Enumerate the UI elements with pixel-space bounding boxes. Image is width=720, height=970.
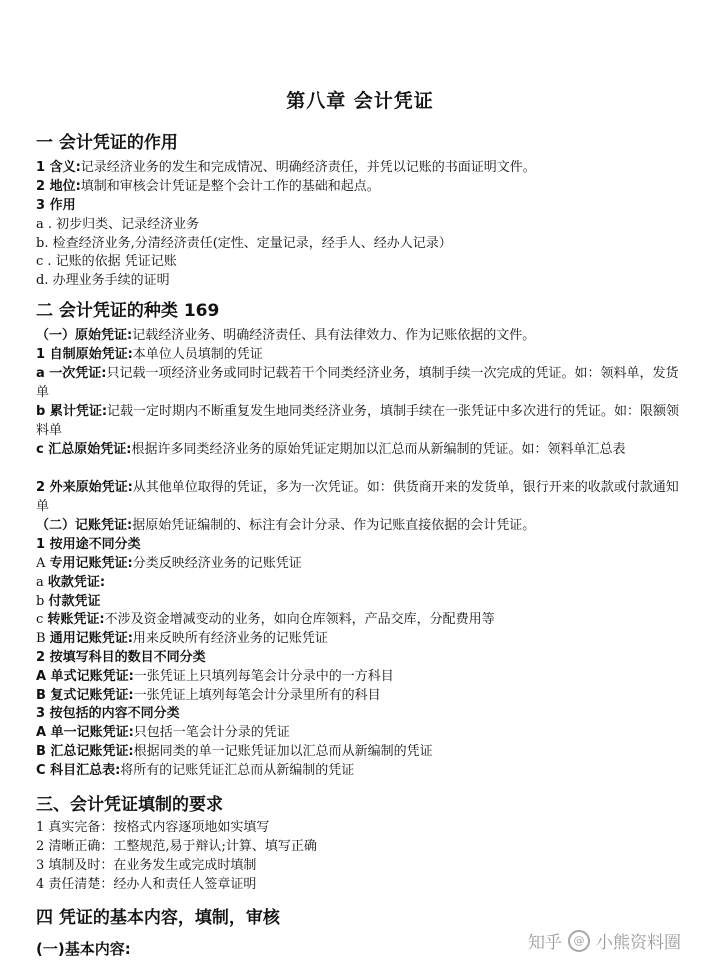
s2-p1-text: 记载经济业务、明确经济责任、具有法律效力、作为记账依据的文件。	[132, 328, 536, 343]
s2-p16-label: B 复式记账凭证:	[36, 688, 134, 703]
s2-p11	[36, 592, 686, 611]
s2-p10	[36, 573, 686, 592]
s2-p10-prefix: a	[36, 575, 48, 590]
s2-p18-label: A 单一记账凭证:	[36, 725, 134, 740]
s2-p13-text: 用来反映所有经济业务的记账凭证	[132, 631, 328, 646]
s2-p19-label: B 汇总记账凭证:	[36, 744, 134, 759]
s2-p12-prefix: c	[36, 612, 48, 627]
s2-p20-label: C 科目汇总表:	[36, 763, 121, 778]
s2-p11-prefix: b	[36, 594, 49, 609]
s1-item-b: b. 检查经济业务,分清经济责任(定性、定量记录，经手人、经办人记录）	[36, 236, 452, 251]
section-3-heading: 三、会计凭证填制的要求	[36, 795, 223, 815]
s2-p9	[36, 554, 686, 573]
s2-p20-text: 将所有的记账凭证汇总而从新编制的凭证	[120, 763, 355, 778]
s2-p5-label: c 汇总原始凭证:	[36, 442, 132, 457]
s2-p7-text: 据原始凭证编制的、标注有会计分录、作为记账直接依据的会计凭证。	[132, 518, 536, 533]
watermark-author: 小熊资料圈	[596, 933, 681, 953]
s2-p12	[36, 610, 686, 629]
s2-p17: 3 按包括的内容不同分类	[36, 706, 180, 721]
s1-l2-label: 2 地位:	[36, 179, 81, 194]
s2-p19-text: 根据同类的单一记账凭证加以汇总而从新编制的凭证	[133, 744, 433, 759]
s2-p16-text: 一张凭证上填列每笔会计分录里所有的科目	[133, 688, 381, 703]
s1-l1-text: 记录经济业务的发生和完成情况、明确经济责任，并凭以记账的书面证明文件。	[80, 160, 536, 175]
s2-p15	[36, 667, 686, 686]
s1-item-c: c . 记账的依据 凭证记账	[36, 254, 177, 269]
s2-p14: 2 按填写科目的数目不同分类	[36, 650, 206, 665]
s2-p20	[36, 761, 686, 780]
s2-p12-text: 不涉及资金增减变动的业务，如向仓库领料，产品交库，分配费用等	[104, 612, 495, 627]
s2-p5-text: 根据许多同类经济业务的原始凭证定期加以汇总而从新编制的凭证。如：领料单汇总表	[131, 442, 626, 457]
s2-p9-label: 专用记账凭证:	[49, 556, 133, 571]
s3-line-1: 1 真实完备：按格式内容逐项地如实填写	[36, 820, 270, 835]
s1-line-2	[36, 177, 686, 196]
watermark-brand: 知乎	[528, 933, 562, 953]
s2-p10-label: 收款凭证:	[47, 575, 106, 590]
s2-p4-text: 记载一定时期内不断重复发生地同类经济业务，填制手续在一张凭证中多次进行的凭证。如：限额领料单	[36, 404, 680, 438]
s2-p4	[36, 402, 686, 440]
s2-p11-label: 付款凭证	[48, 594, 101, 609]
s1-l2-text: 填制和审核会计凭证是整个会计工作的基础和起点。	[80, 179, 380, 194]
s2-p12-label: 转账凭证:	[47, 612, 105, 627]
s2-p19	[36, 742, 686, 761]
s3-line-4: 4 责任清楚：经办人和责任人签章证明	[36, 877, 257, 892]
s3-line-2: 2 清晰正确：工整规范,易于辩认;计算、填写正确	[36, 839, 317, 854]
s2-p6-text: 从其他单位取得的凭证，多为一次凭证。如：供货商开来的发货单，银行开来的收款或付款通知单	[36, 480, 679, 514]
s2-p2	[36, 345, 686, 364]
s1-item-a: a . 初步归类、记录经济业务	[36, 217, 200, 232]
section-2-heading: 二 会计凭证的种类 169	[36, 301, 220, 321]
s3-line-3: 3 填制及时：在业务发生或完成时填制	[36, 858, 257, 873]
s2-p9-prefix: A	[36, 556, 50, 571]
s2-p7-label: （二）记账凭证:	[36, 518, 133, 533]
at-icon: @	[568, 930, 590, 952]
s2-p13-label: 通用记账凭证:	[49, 631, 133, 646]
s2-p15-text: 一张凭证上只填列每笔会计分录中的一方科目	[133, 669, 394, 684]
s1-line-1	[36, 158, 686, 177]
s2-p3-text: 只记载一项经济业务或同时记载若干个同类经济业务，填制手续一次完成的凭证。如：领料单，发货单	[36, 366, 679, 400]
s2-p2-text: 本单位人员填制的凭证	[132, 347, 263, 362]
s2-p7	[36, 516, 686, 535]
s1-l1-label: 1 含义:	[36, 160, 81, 175]
s2-p16	[36, 686, 686, 705]
s2-p1	[36, 326, 686, 345]
s2-p13	[36, 629, 686, 648]
s2-p18	[36, 723, 686, 742]
section-4-subheading: (一)基本内容:	[36, 940, 131, 958]
s2-p9-text: 分类反映经济业务的记账凭证	[132, 556, 302, 571]
s2-p2-label: 1 自制原始凭证:	[36, 347, 133, 362]
watermark	[528, 928, 681, 953]
s1-line-3: 3 作用	[36, 198, 76, 213]
section-4-heading: 四 凭证的基本内容，填制，审核	[36, 908, 280, 928]
s2-p5	[36, 440, 686, 459]
s2-p15-label: A 单式记账凭证:	[36, 669, 134, 684]
s2-p3	[36, 364, 686, 402]
s1-item-d: d. 办理业务手续的证明	[36, 273, 170, 288]
s2-p13-prefix: B	[36, 631, 50, 646]
page-title: 第八章 会计凭证	[286, 90, 434, 112]
s2-p6	[36, 478, 686, 516]
section-1-heading: 一 会计凭证的作用	[36, 133, 178, 153]
s2-p8: 1 按用途不同分类	[36, 537, 141, 552]
s2-p18-text: 只包括一笔会计分录的凭证	[133, 725, 290, 740]
s2-p3-label: a 一次凭证:	[36, 366, 107, 381]
s2-p6-label: 2 外来原始凭证:	[36, 480, 133, 495]
s2-p1-label: （一）原始凭证:	[36, 328, 133, 343]
s2-p4-label: b 累计凭证:	[36, 404, 108, 419]
